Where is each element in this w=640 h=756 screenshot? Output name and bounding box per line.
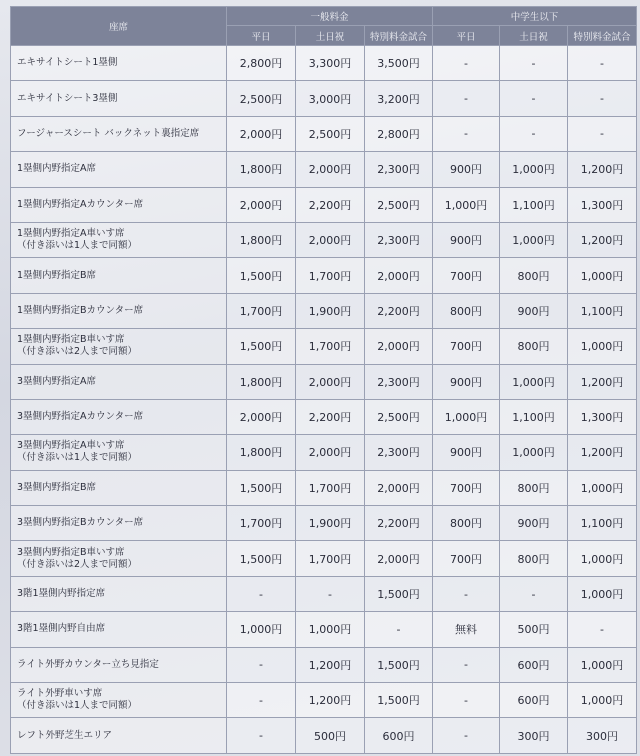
- price-cell: -: [227, 683, 296, 718]
- seat-name-cell: レフト外野芝生エリア: [11, 718, 227, 753]
- price-cell: -: [568, 46, 637, 81]
- price-cell: 3,300円: [296, 46, 365, 81]
- price-cell: 2,200円: [296, 187, 365, 222]
- price-cell: 1,800円: [227, 152, 296, 187]
- price-cell: 900円: [500, 506, 568, 541]
- price-cell: -: [433, 81, 500, 116]
- table-row: [11, 152, 637, 187]
- price-cell: 2,300円: [365, 435, 433, 470]
- table-row: [11, 293, 637, 328]
- table-row: [11, 506, 637, 541]
- price-cell: 1,200円: [568, 222, 637, 257]
- price-cell: 3,200円: [365, 81, 433, 116]
- price-cell: -: [433, 718, 500, 753]
- price-cell: 1,500円: [227, 470, 296, 505]
- price-cell: 800円: [500, 470, 568, 505]
- price-cell: 1,000円: [568, 541, 637, 576]
- price-cell: 2,000円: [296, 222, 365, 257]
- price-cell: 500円: [500, 612, 568, 647]
- seat-name-cell: エキサイトシート3塁側: [11, 81, 227, 116]
- price-cell: 800円: [433, 293, 500, 328]
- price-cell: 1,000円: [500, 364, 568, 399]
- price-cell: 1,000円: [227, 612, 296, 647]
- price-cell: 2,200円: [365, 506, 433, 541]
- seat-name-cell: 1塁側内野指定B車いす席 （付き添いは2人まで同額）: [11, 329, 227, 364]
- price-cell: 1,100円: [500, 399, 568, 434]
- price-cell: 1,100円: [568, 293, 637, 328]
- price-cell: -: [227, 718, 296, 753]
- price-cell: 1,000円: [568, 647, 637, 682]
- price-cell: 2,300円: [365, 152, 433, 187]
- price-cell: 1,700円: [296, 470, 365, 505]
- price-cell: 2,000円: [296, 364, 365, 399]
- price-cell: 3,500円: [365, 46, 433, 81]
- price-cell: -: [500, 576, 568, 611]
- price-cell: 2,300円: [365, 222, 433, 257]
- price-cell: 1,000円: [296, 612, 365, 647]
- seat-name-cell: 3塁側内野指定B車いす席 （付き添いは2人まで同額）: [11, 541, 227, 576]
- price-cell: 2,000円: [365, 470, 433, 505]
- price-cell: 1,500円: [227, 541, 296, 576]
- price-cell: 2,000円: [296, 152, 365, 187]
- price-cell: -: [568, 81, 637, 116]
- price-cell: -: [227, 576, 296, 611]
- price-cell: 2,500円: [365, 187, 433, 222]
- price-cell: 1,200円: [568, 364, 637, 399]
- price-cell: -: [365, 612, 433, 647]
- price-cell: 700円: [433, 329, 500, 364]
- price-cell: 1,100円: [568, 506, 637, 541]
- junior-price-header: 中学生以下: [433, 7, 637, 26]
- price-table-body: [11, 46, 637, 754]
- price-cell: 300円: [500, 718, 568, 753]
- seat-name-cell: 1塁側内野指定Bカウンター席: [11, 293, 227, 328]
- price-cell: 2,000円: [365, 541, 433, 576]
- price-cell: -: [433, 647, 500, 682]
- seat-name-cell: フージャースシート バックネット裏指定席: [11, 116, 227, 151]
- price-cell: -: [433, 116, 500, 151]
- price-cell: 1,700円: [227, 293, 296, 328]
- price-cell: 1,900円: [296, 293, 365, 328]
- table-row: [11, 683, 637, 718]
- table-row: [11, 258, 637, 293]
- price-cell: 900円: [433, 222, 500, 257]
- seat-name-cell: ライト外野車いす席 （付き添いは1人まで同額）: [11, 683, 227, 718]
- price-cell: 3,000円: [296, 81, 365, 116]
- price-cell: 900円: [433, 364, 500, 399]
- table-row: [11, 399, 637, 434]
- price-cell: 1,800円: [227, 435, 296, 470]
- seat-name-cell: ライト外野カウンター立ち見指定: [11, 647, 227, 682]
- price-cell: 800円: [500, 329, 568, 364]
- price-cell: 2,000円: [227, 187, 296, 222]
- price-cell: 800円: [500, 541, 568, 576]
- table-row: [11, 329, 637, 364]
- price-cell: 1,000円: [568, 683, 637, 718]
- price-cell: 1,500円: [365, 683, 433, 718]
- table-row: [11, 612, 637, 647]
- table-row: [11, 647, 637, 682]
- price-cell: 1,000円: [568, 470, 637, 505]
- price-cell: -: [433, 683, 500, 718]
- seat-name-cell: 1塁側内野指定A車いす席 （付き添いは1人まで同額）: [11, 222, 227, 257]
- table-row: [11, 470, 637, 505]
- price-cell: 1,800円: [227, 222, 296, 257]
- table-row: [11, 81, 637, 116]
- seat-name-cell: エキサイトシート1塁側: [11, 46, 227, 81]
- price-cell: 1,500円: [365, 576, 433, 611]
- table-row: [11, 576, 637, 611]
- price-cell: 2,500円: [296, 116, 365, 151]
- price-cell: -: [500, 46, 568, 81]
- price-cell: 1,500円: [365, 647, 433, 682]
- price-cell: 1,000円: [500, 435, 568, 470]
- price-cell: 2,500円: [365, 399, 433, 434]
- table-row: [11, 364, 637, 399]
- col-header-general-weekday: 平日: [227, 26, 296, 46]
- col-header-junior-weekend: 土日祝: [500, 26, 568, 46]
- price-cell: 700円: [433, 470, 500, 505]
- price-cell: 2,500円: [227, 81, 296, 116]
- price-cell: 600円: [500, 647, 568, 682]
- price-cell: 1,700円: [227, 506, 296, 541]
- seat-name-cell: 1塁側内野指定B席: [11, 258, 227, 293]
- price-cell: 2,800円: [227, 46, 296, 81]
- price-cell: -: [296, 576, 365, 611]
- ticket-price-table: [10, 6, 637, 754]
- price-cell: 1,000円: [568, 576, 637, 611]
- price-cell: 800円: [433, 506, 500, 541]
- seat-name-cell: 3塁側内野指定A席: [11, 364, 227, 399]
- price-cell: 2,300円: [365, 364, 433, 399]
- table-row: [11, 222, 637, 257]
- price-cell: 2,000円: [227, 116, 296, 151]
- price-cell: -: [500, 116, 568, 151]
- price-cell: 1,000円: [433, 399, 500, 434]
- price-cell: 2,800円: [365, 116, 433, 151]
- price-cell: 1,000円: [500, 222, 568, 257]
- price-cell: 2,200円: [296, 399, 365, 434]
- price-cell: 300円: [568, 718, 637, 753]
- table-row: [11, 46, 637, 81]
- price-cell: 1,800円: [227, 364, 296, 399]
- general-price-header: 一般料金: [227, 7, 433, 26]
- col-header-general-weekend: 土日祝: [296, 26, 365, 46]
- table-row: [11, 718, 637, 753]
- seat-column-header: 座席: [11, 7, 227, 46]
- price-cell: 1,700円: [296, 541, 365, 576]
- price-cell: -: [568, 612, 637, 647]
- price-cell: 1,200円: [296, 647, 365, 682]
- price-cell: 2,000円: [365, 329, 433, 364]
- seat-name-cell: 3塁側内野指定Aカウンター席: [11, 399, 227, 434]
- price-cell: -: [227, 647, 296, 682]
- price-cell: 1,500円: [227, 258, 296, 293]
- price-cell: 800円: [500, 258, 568, 293]
- price-cell: 1,500円: [227, 329, 296, 364]
- price-cell: 1,300円: [568, 399, 637, 434]
- price-cell: 700円: [433, 258, 500, 293]
- col-header-junior-weekday: 平日: [433, 26, 500, 46]
- table-row: [11, 541, 637, 576]
- price-cell: -: [433, 576, 500, 611]
- price-cell: 900円: [433, 435, 500, 470]
- price-cell: 1,000円: [568, 329, 637, 364]
- seat-name-cell: 1塁側内野指定Aカウンター席: [11, 187, 227, 222]
- table-row: [11, 116, 637, 151]
- col-header-junior-special: 特別料金試合: [568, 26, 637, 46]
- seat-name-cell: 3階1塁側内野自由席: [11, 612, 227, 647]
- table-row: [11, 187, 637, 222]
- seat-name-cell: 3塁側内野指定B席: [11, 470, 227, 505]
- price-cell: 600円: [500, 683, 568, 718]
- price-cell: 1,900円: [296, 506, 365, 541]
- price-cell: 900円: [433, 152, 500, 187]
- price-cell: 1,000円: [433, 187, 500, 222]
- price-cell: 1,200円: [568, 435, 637, 470]
- price-cell: 1,700円: [296, 258, 365, 293]
- seat-name-cell: 1塁側内野指定A席: [11, 152, 227, 187]
- price-cell: 1,200円: [568, 152, 637, 187]
- price-cell: 1,700円: [296, 329, 365, 364]
- price-cell: 1,300円: [568, 187, 637, 222]
- price-cell: 500円: [296, 718, 365, 753]
- price-cell: 1,000円: [568, 258, 637, 293]
- price-cell: 2,000円: [365, 258, 433, 293]
- col-header-general-special: 特別料金試合: [365, 26, 433, 46]
- price-cell: 2,000円: [296, 435, 365, 470]
- price-cell: -: [433, 46, 500, 81]
- price-cell: 2,000円: [227, 399, 296, 434]
- price-cell: 無料: [433, 612, 500, 647]
- price-cell: 700円: [433, 541, 500, 576]
- price-cell: 1,100円: [500, 187, 568, 222]
- seat-name-cell: 3塁側内野指定Bカウンター席: [11, 506, 227, 541]
- price-cell: 2,200円: [365, 293, 433, 328]
- price-cell: 600円: [365, 718, 433, 753]
- price-cell: 900円: [500, 293, 568, 328]
- price-cell: -: [568, 116, 637, 151]
- price-cell: 1,000円: [500, 152, 568, 187]
- price-cell: 1,200円: [296, 683, 365, 718]
- seat-name-cell: 3塁側内野指定A車いす席 （付き添いは1人まで同額）: [11, 435, 227, 470]
- price-cell: -: [500, 81, 568, 116]
- table-row: [11, 435, 637, 470]
- seat-name-cell: 3階1塁側内野指定席: [11, 576, 227, 611]
